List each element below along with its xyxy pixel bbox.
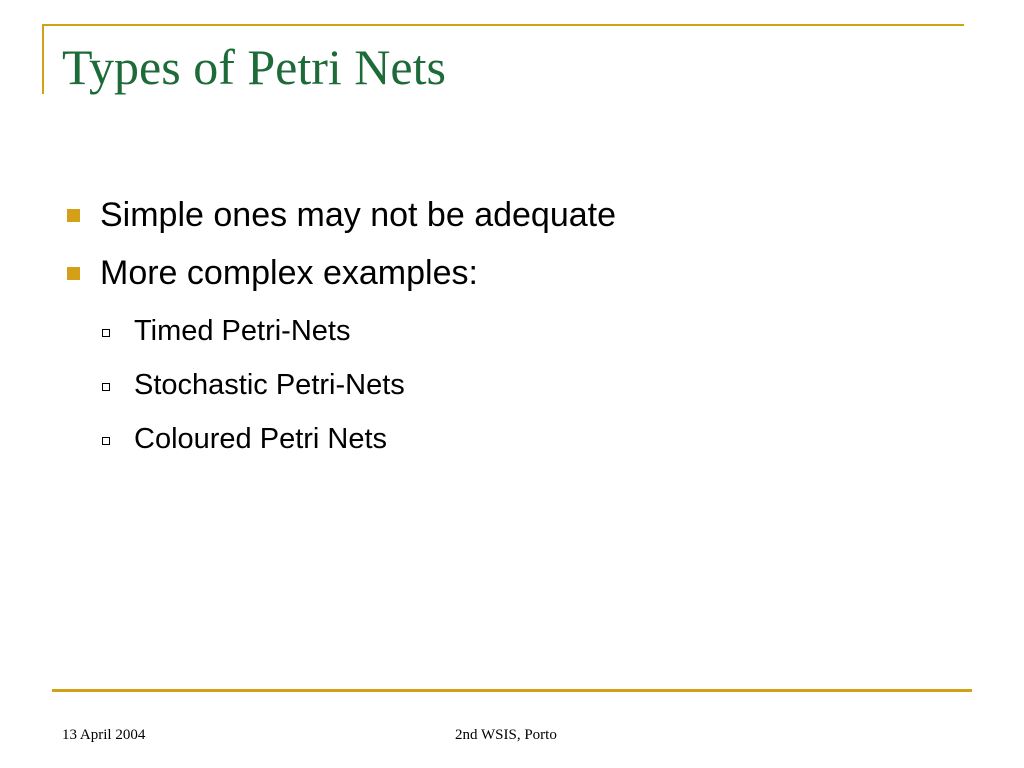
bullet-text: Simple ones may not be adequate [100, 195, 617, 234]
filled-square-bullet-icon [67, 209, 80, 222]
sub-bullet-text: Coloured Petri Nets [134, 422, 388, 455]
sub-bullet-item [60, 412, 940, 466]
sub-bullet-text: Stochastic Petri-Nets [134, 368, 405, 401]
sub-bullet-item [60, 304, 940, 358]
footer-divider [52, 689, 972, 692]
slide-title: Types of Petri Nets [62, 39, 446, 95]
footer-event: 2nd WSIS, Porto [455, 727, 557, 743]
sub-bullet-text: Timed Petri-Nets [134, 314, 351, 347]
top-frame-line [42, 24, 964, 26]
bullet-item [60, 186, 940, 244]
filled-square-bullet-icon [67, 267, 80, 280]
bullet-item [60, 244, 940, 302]
hollow-square-bullet-icon [102, 437, 110, 445]
bullet-list [60, 186, 940, 466]
footer-date: 13 April 2004 [62, 727, 146, 743]
hollow-square-bullet-icon [102, 383, 110, 391]
hollow-square-bullet-icon [102, 329, 110, 337]
sub-bullet-list [60, 304, 940, 466]
bullet-text: More complex examples: [100, 253, 478, 292]
sub-bullet-item [60, 358, 940, 412]
left-frame-line [42, 24, 44, 94]
